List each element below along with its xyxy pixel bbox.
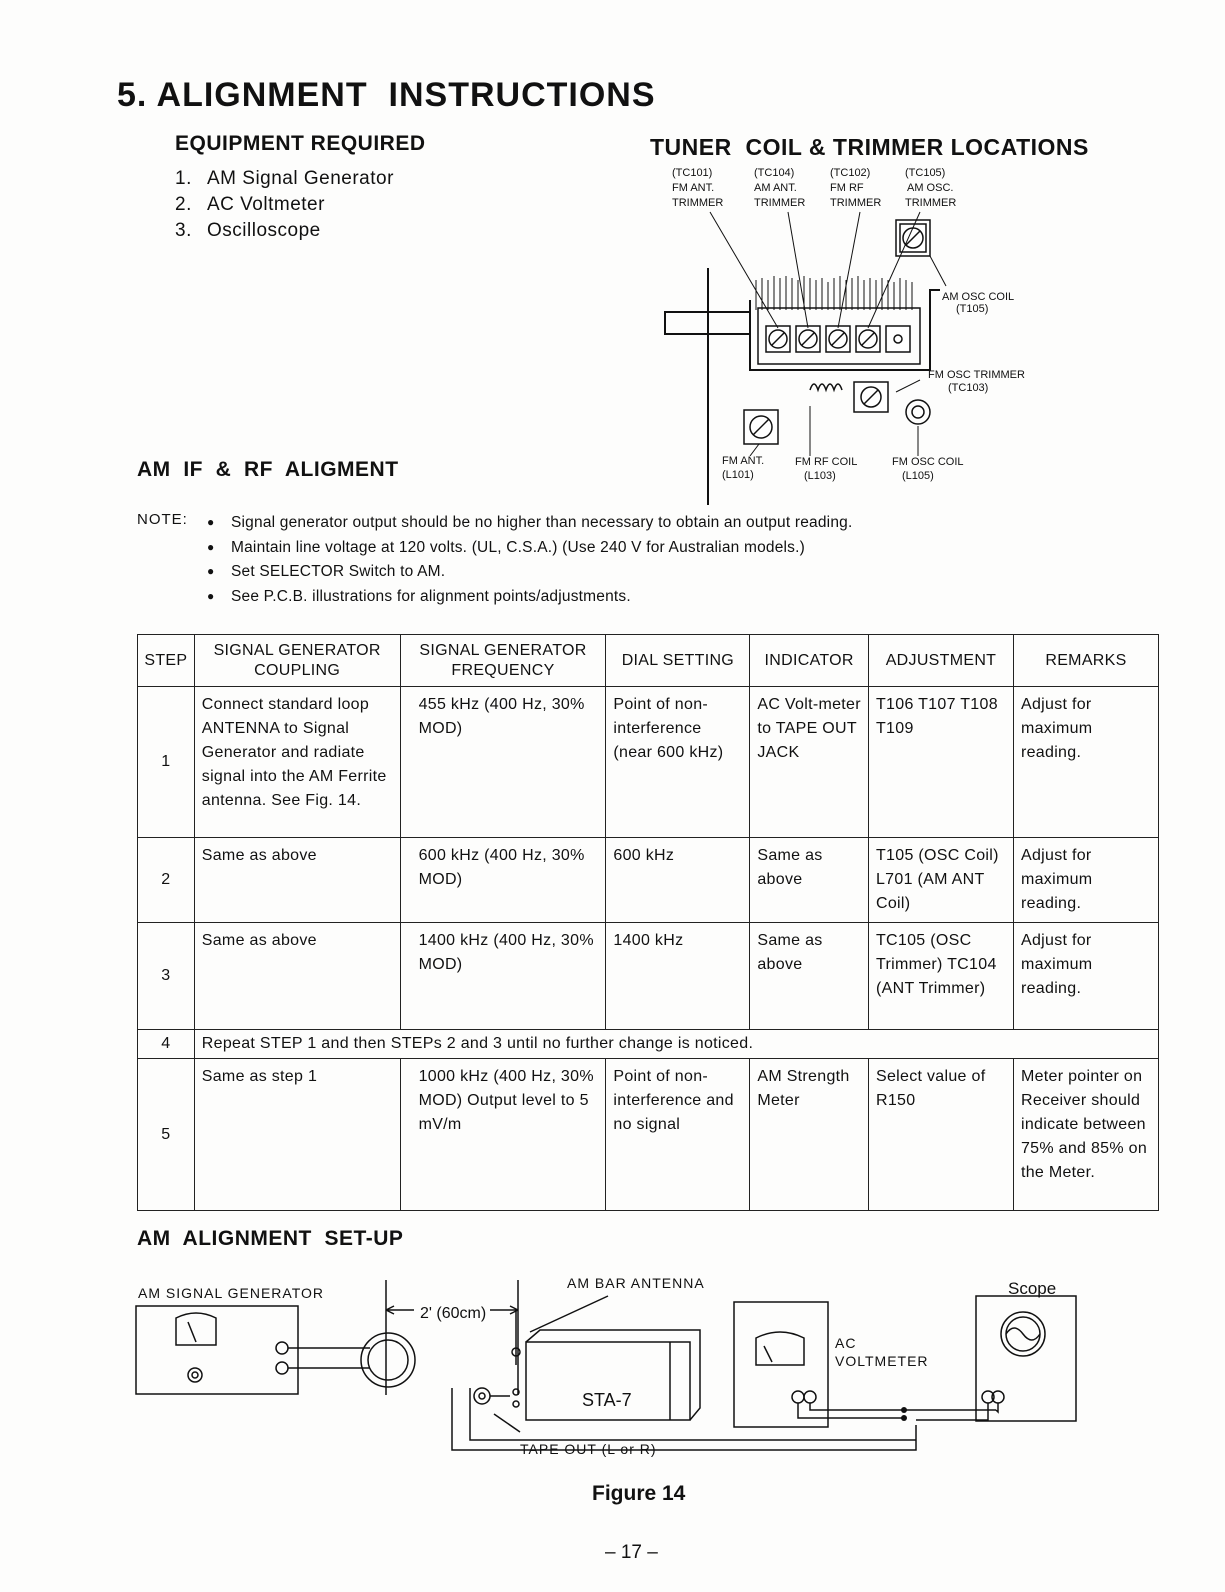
label-am-osc-coil: AM OSC COIL — [942, 291, 1015, 303]
coupling-cell: Same as step 1 — [194, 1059, 400, 1211]
indicator-cell: AC Volt-meter to TAPE OUT JACK — [750, 687, 869, 838]
note-item: ● Signal generator output should be no higher than necessary to obtain an output reading. — [207, 511, 852, 536]
svg-text:TRIMMER: TRIMMER — [672, 197, 724, 209]
note-item: ● See P.C.B. illustrations for alignment points/adjustments. — [207, 585, 852, 610]
frequency-cell: 600 kHz (400 Hz, 30% MOD) — [400, 838, 606, 923]
label-scope: Scope — [1008, 1279, 1057, 1298]
header-cell: REMARKS — [1013, 635, 1158, 687]
label-tape-out: TAPE OUT (L or R) — [520, 1441, 657, 1457]
adjustment-cell: TC105 (OSC Trimmer) TC104 (ANT Trimmer) — [868, 923, 1013, 1030]
table-header-row — [138, 635, 1159, 687]
label-am-bar-antenna: AM BAR ANTENNA — [567, 1275, 705, 1291]
equipment-item: 1. AM Signal Generator — [175, 168, 394, 189]
svg-text:AM ANT.: AM ANT. — [754, 182, 797, 194]
table-row — [138, 1030, 1159, 1059]
equipment-heading: EQUIPMENT REQUIRED — [175, 132, 426, 155]
indicator-cell: Same as above — [750, 838, 869, 923]
svg-text:TRIMMER: TRIMMER — [905, 197, 957, 209]
step-cell: 3 — [138, 923, 195, 1030]
tuner-diagram — [650, 160, 1070, 505]
svg-text:FM ANT.: FM ANT. — [672, 182, 715, 194]
note-item: ● Maintain line voltage at 120 volts. (UL, C.S.A.) (Use 240 V for Australian models.) — [207, 536, 852, 561]
table-row — [138, 923, 1159, 1030]
svg-text:(L103): (L103) — [804, 470, 836, 482]
indicator-cell: AM Strength Meter — [750, 1059, 869, 1211]
alignment-table — [137, 634, 1159, 1211]
label-tc101: (TC101) — [672, 167, 713, 179]
label-ac-voltmeter: AC — [835, 1335, 857, 1351]
adjustment-cell: Select value of R150 — [868, 1059, 1013, 1211]
header-cell: DIAL SETTING — [606, 635, 750, 687]
label-fm-rf-coil: FM RF COIL — [795, 456, 858, 468]
step-cell: 2 — [138, 838, 195, 923]
table-row — [138, 687, 1159, 838]
label-tc102: (TC102) — [830, 167, 871, 179]
svg-text:VOLTMETER: VOLTMETER — [835, 1353, 929, 1369]
label-sta7: STA-7 — [582, 1390, 632, 1410]
svg-text:TRIMMER: TRIMMER — [830, 197, 882, 209]
header-cell: SIGNAL GENERATOR COUPLING — [194, 635, 400, 687]
repeat-cell: Repeat STEP 1 and then STEPs 2 and 3 until no further change is noticed. — [194, 1030, 1158, 1059]
header-cell: ADJUSTMENT — [868, 635, 1013, 687]
remarks-cell: Adjust for maximum reading. — [1013, 687, 1158, 838]
step-cell: 5 — [138, 1059, 195, 1211]
coupling-cell: Same as above — [194, 838, 400, 923]
label-fm-ant: FM ANT. — [722, 455, 765, 467]
am-if-rf-heading: AM IF & RF ALIGMENT — [137, 458, 399, 481]
label-tc104: (TC104) — [754, 167, 795, 179]
label-fm-osc-trimmer: FM OSC TRIMMER — [928, 369, 1025, 381]
svg-text:(L105): (L105) — [902, 470, 934, 482]
step-cell: 1 — [138, 687, 195, 838]
frequency-cell: 1400 kHz (400 Hz, 30% MOD) — [400, 923, 606, 1030]
dial-cell: Point of non-interference (near 600 kHz) — [606, 687, 750, 838]
svg-text:(TC103): (TC103) — [948, 382, 989, 394]
equipment-item: 3. Oscilloscope — [175, 220, 321, 241]
adjustment-cell: T106 T107 T108 T109 — [868, 687, 1013, 838]
step-cell: 4 — [138, 1030, 195, 1059]
notes-list — [207, 511, 852, 609]
label-tc105: (TC105) — [905, 167, 946, 179]
header-cell: SIGNAL GENERATOR FREQUENCY — [400, 635, 606, 687]
note-label: NOTE: — [137, 511, 188, 528]
svg-text:(L101): (L101) — [722, 469, 754, 481]
svg-text:TRIMMER: TRIMMER — [754, 197, 806, 209]
label-distance: 2' (60cm) — [420, 1305, 487, 1322]
label-am-signal-generator: AM SIGNAL GENERATOR — [138, 1285, 324, 1301]
equipment-item: 2. AC Voltmeter — [175, 194, 325, 215]
frequency-cell: 1000 kHz (400 Hz, 30% MOD) Output level to 5 mV/m — [400, 1059, 606, 1211]
adjustment-cell: T105 (OSC Coil) L701 (AM ANT Coil) — [868, 838, 1013, 923]
svg-text:AM OSC.: AM OSC. — [907, 182, 954, 194]
frequency-cell: 455 kHz (400 Hz, 30% MOD) — [400, 687, 606, 838]
tuner-heading: TUNER COIL & TRIMMER LOCATIONS — [650, 134, 1089, 160]
label-fm-osc-coil: FM OSC COIL — [892, 456, 964, 468]
page-title: 5. ALIGNMENT INSTRUCTIONS — [117, 76, 656, 114]
page-number: – 17 – — [605, 1542, 658, 1563]
svg-text:(T105): (T105) — [956, 303, 989, 315]
coupling-cell: Same as above — [194, 923, 400, 1030]
header-cell: STEP — [138, 635, 195, 687]
signal-generator-box — [136, 1306, 298, 1394]
dial-cell: Point of non-interference and no signal — [606, 1059, 750, 1211]
remarks-cell: Meter pointer on Receiver should indicate between 75% and 85% on the Meter. — [1013, 1059, 1158, 1211]
table-row — [138, 838, 1159, 923]
dial-cell: 600 kHz — [606, 838, 750, 923]
header-cell: INDICATOR — [750, 635, 869, 687]
indicator-cell: Same as above — [750, 923, 869, 1030]
coupling-cell: Connect standard loop ANTENNA to Signal Generator and radiate signal into the AM Ferrite antenna. See Fig. 14. — [194, 687, 400, 838]
dial-cell: 1400 kHz — [606, 923, 750, 1030]
remarks-cell: Adjust for maximum reading. — [1013, 923, 1158, 1030]
note-item: ● Set SELECTOR Switch to AM. — [207, 560, 852, 585]
table-row — [138, 1059, 1159, 1211]
remarks-cell: Adjust for maximum reading. — [1013, 838, 1158, 923]
setup-heading: AM ALIGNMENT SET-UP — [137, 1227, 404, 1250]
figure-caption: Figure 14 — [592, 1482, 686, 1505]
svg-text:FM RF: FM RF — [830, 182, 864, 194]
equipment-list — [175, 166, 394, 244]
setup-diagram — [130, 1270, 1130, 1480]
